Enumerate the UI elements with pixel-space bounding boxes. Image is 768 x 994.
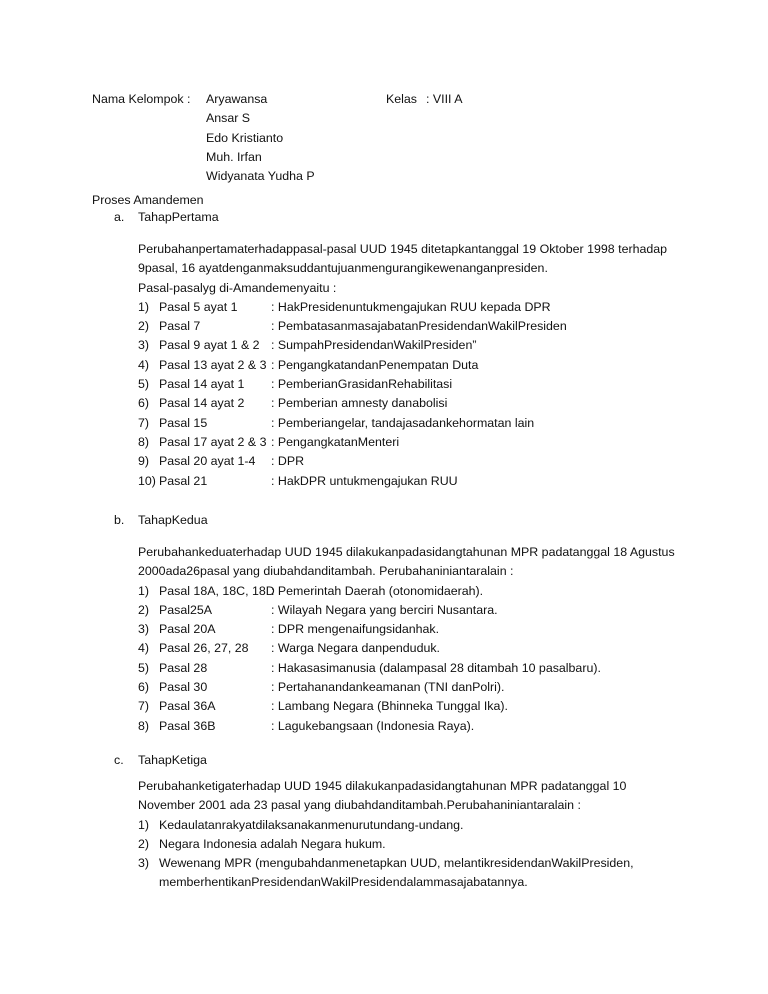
item-number: 5): [138, 660, 150, 675]
item-pasal: Pasal 9 ayat 1 & 2: [159, 338, 260, 353]
list-item: [138, 582, 698, 601]
item-description: : PemberianGrasidanRehabilitasi: [271, 377, 453, 392]
item-description: : Pemerintah Daerah (otonomidaerah).: [271, 583, 484, 598]
class-value: : VIII A: [426, 92, 463, 106]
item-description: : Pemberian amnesty danabolisi: [271, 396, 448, 411]
item-pasal: Pasal25A: [159, 602, 213, 617]
list-item: [138, 620, 698, 639]
paragraph-line: 9pasal, 16 ayatdenganmaksuddantujuanmengurangikewenanganpresiden.: [138, 261, 548, 276]
item-number: 4): [138, 357, 150, 372]
section-a-body: [138, 240, 698, 491]
item-number: 7): [138, 699, 150, 714]
item-number: 2): [138, 836, 150, 851]
list-item: [138, 472, 698, 491]
item-number: 6): [138, 396, 150, 411]
item-description: : Pemberiangelar, tandajasadankehormatan lain: [271, 415, 535, 430]
item-description: : Wilayah Negara yang berciri Nusantara.: [271, 602, 498, 617]
item-description: : PembatasanmasajabatanPresidendanWakilPresiden: [271, 319, 567, 334]
list-item: [138, 717, 698, 736]
list-item: [138, 452, 698, 471]
item-pasal: Pasal 18A, 18C, 18D: [159, 583, 275, 598]
paragraph-line: Perubahankeduaterhadap UUD 1945 dilakukanpadasidangtahunan MPR padatanggal 18 Agustus: [138, 545, 675, 559]
list-item: [138, 816, 698, 835]
group-label: Nama Kelompok :: [92, 92, 191, 106]
section-b-body: [138, 543, 698, 736]
list-item: [138, 678, 698, 697]
item-pasal: Pasal 36A: [159, 699, 216, 714]
list-item: [138, 835, 698, 854]
item-description: : Warga Negara danpenduduk.: [271, 641, 440, 656]
list-item: [138, 298, 698, 317]
item-description: : HakPresidenuntukmengajukan RUU kepada DPR: [271, 299, 551, 314]
item-pasal: Pasal 36B: [159, 718, 216, 733]
list-item: [138, 697, 698, 716]
item-description: : Pertahanandankeamanan (TNI danPolri).: [271, 680, 505, 695]
member-name: Muh. Irfan: [206, 149, 262, 164]
item-pasal: Pasal 28: [159, 660, 208, 675]
item-description: : HakDPR untukmengajukan RUU: [271, 473, 458, 488]
list-item: [138, 336, 698, 355]
item-number: 8): [138, 718, 150, 733]
list-item: [138, 639, 698, 658]
item-description: : Lambang Negara (Bhinneka Tunggal Ika).: [271, 699, 508, 714]
item-description: : PengangkatanMenteri: [271, 434, 400, 449]
item-pasal: Pasal 13 ayat 2 & 3: [159, 357, 267, 372]
item-text: Negara Indonesia adalah Negara hukum.: [159, 836, 386, 851]
item-number: 1): [138, 299, 150, 314]
item-number: 7): [138, 415, 150, 430]
member-name: Widyanata Yudha P: [206, 169, 315, 184]
item-pasal: Pasal 15: [159, 415, 208, 430]
item-description: : DPR: [271, 454, 305, 469]
paragraph-line: 2000ada26pasal yang diubahdanditambah. Perubahaniniantaralain :: [138, 564, 514, 579]
item-pasal: Pasal 26, 27, 28: [159, 641, 249, 656]
section-b-heading: TahapKedua: [138, 513, 208, 527]
item-number: 4): [138, 641, 150, 656]
item-pasal: Pasal 30: [159, 680, 208, 695]
item-number: 2): [138, 319, 150, 334]
section-c-marker: c.: [114, 753, 124, 767]
list-item: [138, 854, 698, 873]
section-c-heading: TahapKetiga: [138, 753, 207, 767]
item-pasal: Pasal 14 ayat 1: [159, 377, 245, 392]
item-pasal: Pasal 21: [159, 473, 208, 488]
paragraph-line: November 2001 ada 23 pasal yang diubahdanditambah.Perubahaniniantaralain :: [138, 798, 581, 813]
item-pasal: Pasal 7: [159, 319, 201, 334]
member-name: Aryawansa: [206, 92, 268, 106]
item-pasal: Pasal 14 ayat 2: [159, 396, 245, 411]
item-description: : Lagukebangsaan (Indonesia Raya).: [271, 718, 475, 733]
item-text: Kedaulatanrakyatdilaksanakanmenurutundang-undang.: [159, 817, 464, 832]
section-c-body: [138, 777, 698, 893]
list-item: [138, 433, 698, 452]
item-text: Wewenang MPR (mengubahdanmenetapkan UUD, melantikresidendanWakilPresiden,: [159, 856, 634, 871]
item-description: : PengangkatandanPenempatan Duta: [271, 357, 479, 372]
item-number: 10): [138, 473, 156, 488]
paragraph-line: Perubahanpertamaterhadappasal-pasal UUD 1945 ditetapkantanggal 19 Oktober 1998 terhadap: [138, 242, 668, 256]
item-pasal: Pasal 17 ayat 2 & 3: [159, 434, 267, 449]
item-number: 9): [138, 454, 150, 469]
member-name: Ansar S: [206, 111, 251, 126]
item-number: 8): [138, 434, 150, 449]
item-number: 5): [138, 377, 150, 392]
paragraph-line: Perubahanketigaterhadap UUD 1945 dilakukanpadasidangtahunan MPR padatanggal 10: [138, 779, 627, 793]
item-pasal: Pasal 20A: [159, 622, 216, 637]
list-item: [138, 317, 698, 336]
section-a-marker: a.: [114, 210, 125, 224]
list-item: [138, 356, 698, 375]
item-number: 2): [138, 602, 150, 617]
list-item: [138, 601, 698, 620]
list-item: [138, 375, 698, 394]
class-label: Kelas: [386, 92, 417, 106]
item-description: : SumpahPresidendanWakilPresiden”: [271, 338, 477, 353]
list-item: [138, 394, 698, 413]
item-number: 3): [138, 338, 150, 353]
member-list: [206, 90, 315, 186]
item-pasal: Pasal 5 ayat 1: [159, 299, 238, 314]
section-b-marker: b.: [114, 513, 125, 527]
section-a-heading: TahapPertama: [138, 210, 219, 224]
item-continuation: memberhentikanPresidendanWakilPresidendalammasajabatannya.: [159, 875, 528, 890]
item-number: 6): [138, 680, 150, 695]
member-name: Edo Kristianto: [206, 130, 284, 145]
item-description: : DPR mengenaifungsidanhak.: [271, 622, 440, 637]
item-number: 3): [138, 856, 150, 871]
list-item: [138, 659, 698, 678]
item-number: 3): [138, 622, 150, 637]
item-description: : Hakasasimanusia (dalampasal 28 ditambah 10 pasalbaru).: [271, 660, 601, 675]
section-title: Proses Amandemen: [92, 193, 204, 207]
list-intro: Pasal-pasalyg di-Amandemenyaitu :: [138, 280, 337, 295]
list-item: [138, 414, 698, 433]
item-number: 1): [138, 583, 150, 598]
item-number: 1): [138, 817, 150, 832]
item-pasal: Pasal 20 ayat 1-4: [159, 454, 256, 469]
